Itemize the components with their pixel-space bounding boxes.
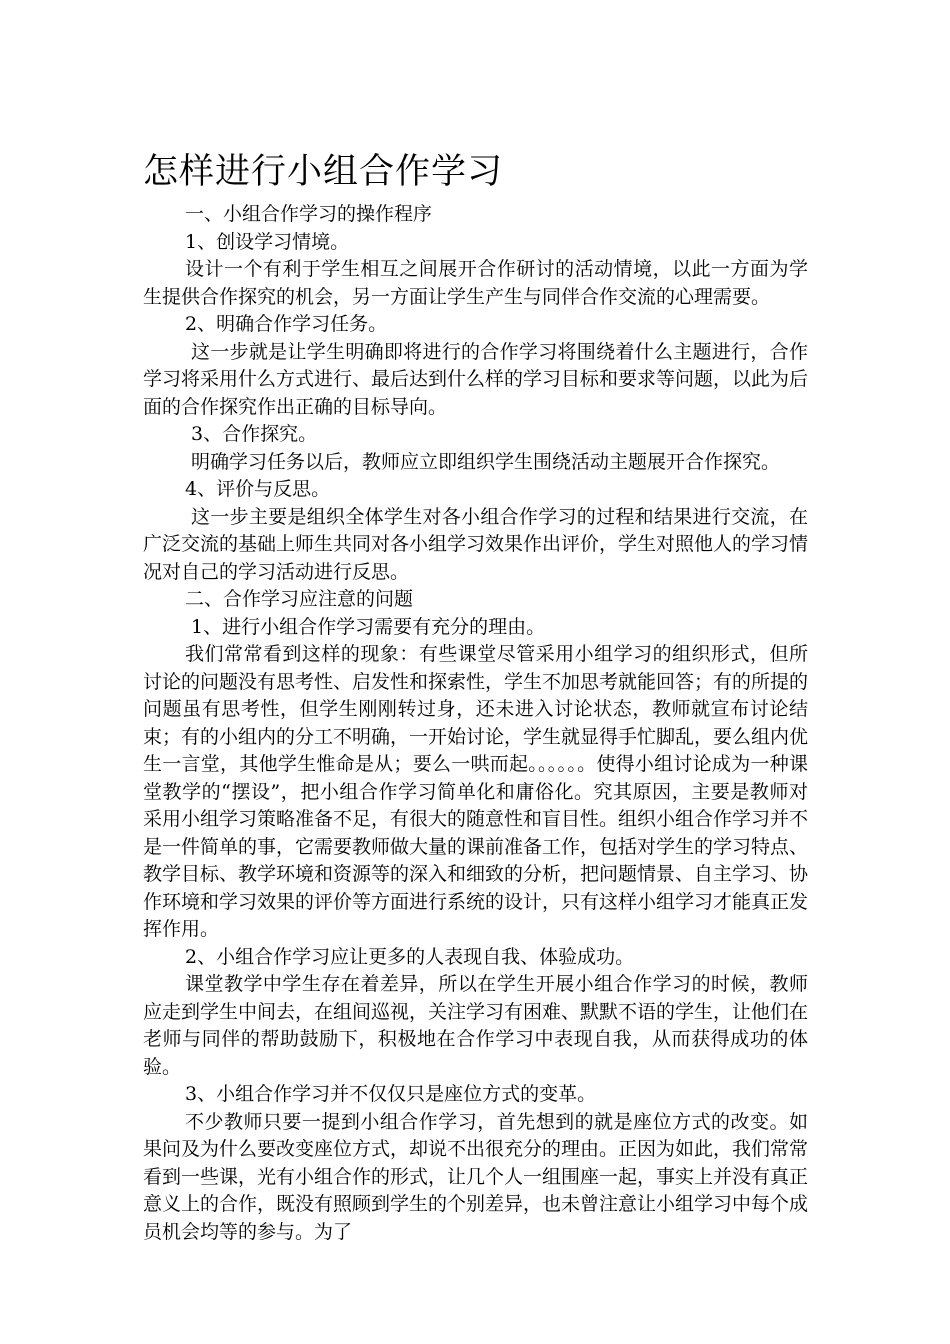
- body-paragraph: 这一步就是让学生明确即将进行的合作学习将围绕着什么主题进行，合作学习将采用什么方式进行、最后达到什么样的学习目标和要求等问题，以此为后面的合作探究作出正确的目标导向。: [143, 340, 809, 418]
- body-paragraph: 这一步主要是组织全体学生对各小组合作学习的过程和结果进行交流，在广泛交流的基础上师生共同对各小组学习效果作出评价，学生对照他人的学习情况对自己的学习活动进行反思。: [143, 505, 809, 583]
- subsection-heading: 2、小组合作学习应让更多的人表现自我、体验成功。: [185, 945, 635, 968]
- subsection-heading: 1、进行小组合作学习需要有充分的理由。: [191, 615, 546, 638]
- body-paragraph: 明确学习任务以后，教师应立即组织学生围绕活动主题展开合作探究。: [191, 450, 781, 473]
- document-title: 怎样进行小组合作学习: [143, 152, 504, 192]
- subsection-heading: 2、明确合作学习任务。: [185, 313, 388, 335]
- body-paragraph: 不少教师只要一提到小组合作学习，首先想到的就是座位方式的改变。如果问及为什么要改变座位方式，却说不出很充分的理由。正因为如此，我们常常看到一些课，光有小组合作的形式，让几个人一组围座一起，事实上并没有真正意义上的合作，既没有照顾到学生的个别差异，也未曾注意让小组学习中每个成员机会均等的参与。为了: [143, 1110, 809, 1243]
- document-body: [143, 201, 808, 1246]
- body-paragraph: 课堂教学中学生存在着差异，所以在学生开展小组合作学习的时候，教师应走到学生中间去，在组间巡视，关注学习有困难、默默不语的学生，让他们在老师与同伴的帮助鼓励下，积极地在合作学习中表现自我，从而获得成功的体验。: [143, 973, 809, 1078]
- subsection-heading: 3、合作探究。: [191, 423, 318, 445]
- subsection-heading: 4、评价与反思。: [185, 478, 331, 500]
- body-paragraph: 设计一个有利于学生相互之间展开合作研讨的活动情境，以此一方面为学生提供合作探究的机会，另一方面让学生产生与同伴合作交流的心理需要。: [143, 258, 808, 308]
- body-paragraph: 我们常常看到这样的现象：有些课堂尽管采用小组学习的组织形式，但所讨论的问题没有思考性、启发性和探索性，学生不加思考就能回答；有的所提的问题虽有思考性，但学生刚刚转过身，还未进入讨论状态，教师就宣布讨论结束；有的小组内的分工不明确，一开始讨论，学生就显得手忙脚乱，要么组内优生一言堂，其他学生惟命是从；要么一哄而起。。。。。。使得小组讨论成为一种课堂教学的“摆设”，把小组合作学习简单化和庸俗化。究其原因，主要是教师对采用小组学习策略准备不足，有很大的随意性和盲目性。组织小组合作学习并不是一件简单的事，它需要教师做大量的课前准备工作，包括对学生的学习特点、教学目标、教学环境和资源等的深入和细致的分析，把问题情景、自主学习、协作环境和学习效果的评价等方面进行系统的设计，只有这样小组学习才能真正发挥作用。: [143, 643, 809, 940]
- subsection-heading: 3、小组合作学习并不仅仅只是座位方式的变革。: [185, 1083, 597, 1105]
- subsection-heading: 1、创设学习情境。: [185, 230, 350, 253]
- section-heading: 二、合作学习应注意的问题: [185, 588, 414, 610]
- section-heading: 一、小组合作学习的操作程序: [185, 203, 433, 225]
